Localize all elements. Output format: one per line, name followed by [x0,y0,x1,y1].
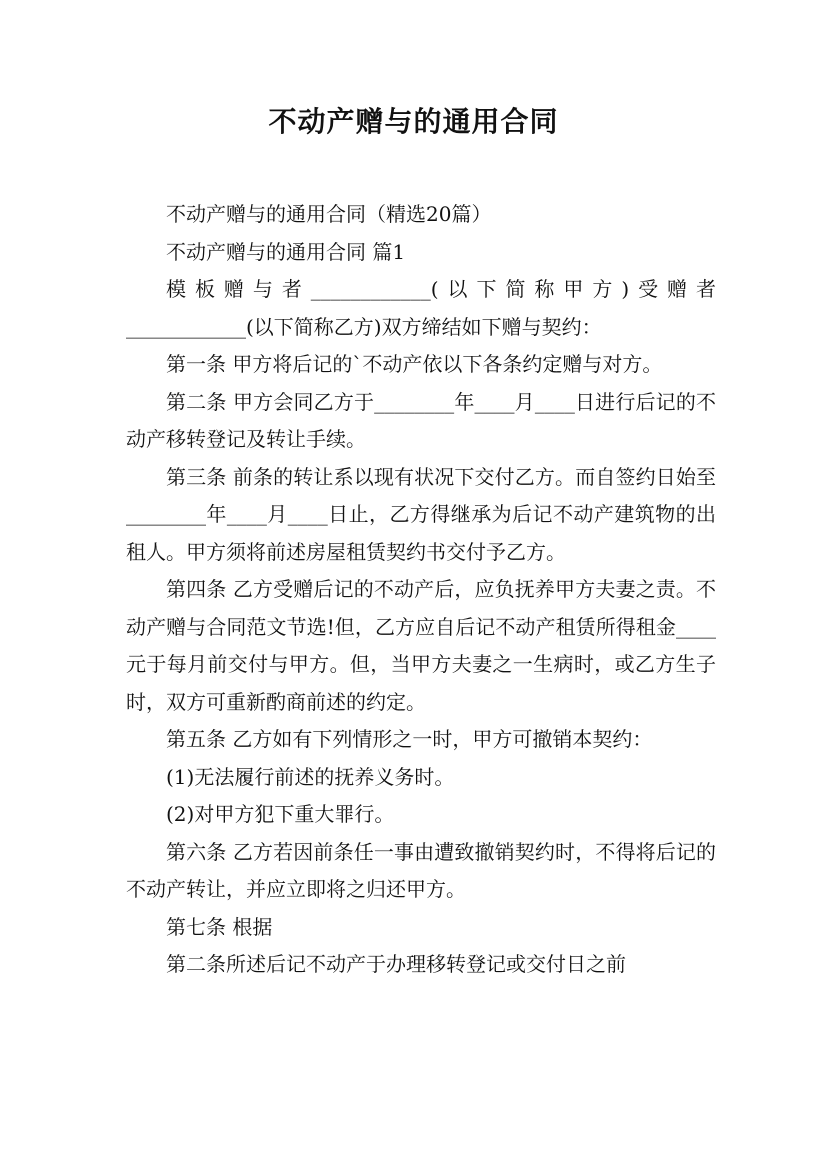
subtitle-line: 不动产赠与的通用合同（精选20篇） [166,202,492,226]
paragraph-article-3: 第三条 前条的转让系以现有状况下交付乙方。而自签约日始至________年____月____日止，乙方得继承为后记不动产建筑物的出租人。甲方须将前述房屋租赁契约书交付予乙方。 [126,464,716,564]
paragraph-article-7: 第七条 根据 [166,914,273,939]
paragraph-article-1: 第一条 甲方将后记的`不动产依以下各条约定赠与对方。 [166,352,663,376]
paragraph-article-4: 第四条 乙方受赠后记的不动产后，应负抚养甲方夫妻之责。不动产赠与合同范文节选!但，乙方应自后记不动产租赁所得租金____元于每月前交付与甲方。但，当甲方夫妻之一生病时，或乙方生子时，双方可重新酌商前述的约定。 [126,577,716,714]
document-body [126,196,716,984]
paragraph-article-2: 第二条 甲方会同乙方于________年____月____日进行后记的不动产移转登记及转让手续。 [126,389,716,451]
document-title: 不动产赠与的通用合同 [268,105,559,138]
section-heading: 不动产赠与的通用合同 篇1 [166,239,406,264]
paragraph-article-6: 第六条 乙方若因前条任一事由遭致撤销契约时，不得将后记的不动产转让，并应立即将之归还甲方。 [126,839,716,901]
paragraph-item-2: (2)对甲方犯下重大罪行。 [166,802,395,826]
paragraph-parties: 模板赠与者____________(以下简称甲方)受赠者____________(以下简称乙方)双方缔结如下赠与契约： [126,277,716,339]
paragraph-article-7-cont: 第二条所述后记不动产于办理移转登记或交付日之前 [166,952,626,976]
paragraph-item-1: (1)无法履行前述的抚养义务时。 [166,764,455,789]
paragraph-article-5: 第五条 乙方如有下列情形之一时，甲方可撤销本契约： [166,727,653,751]
